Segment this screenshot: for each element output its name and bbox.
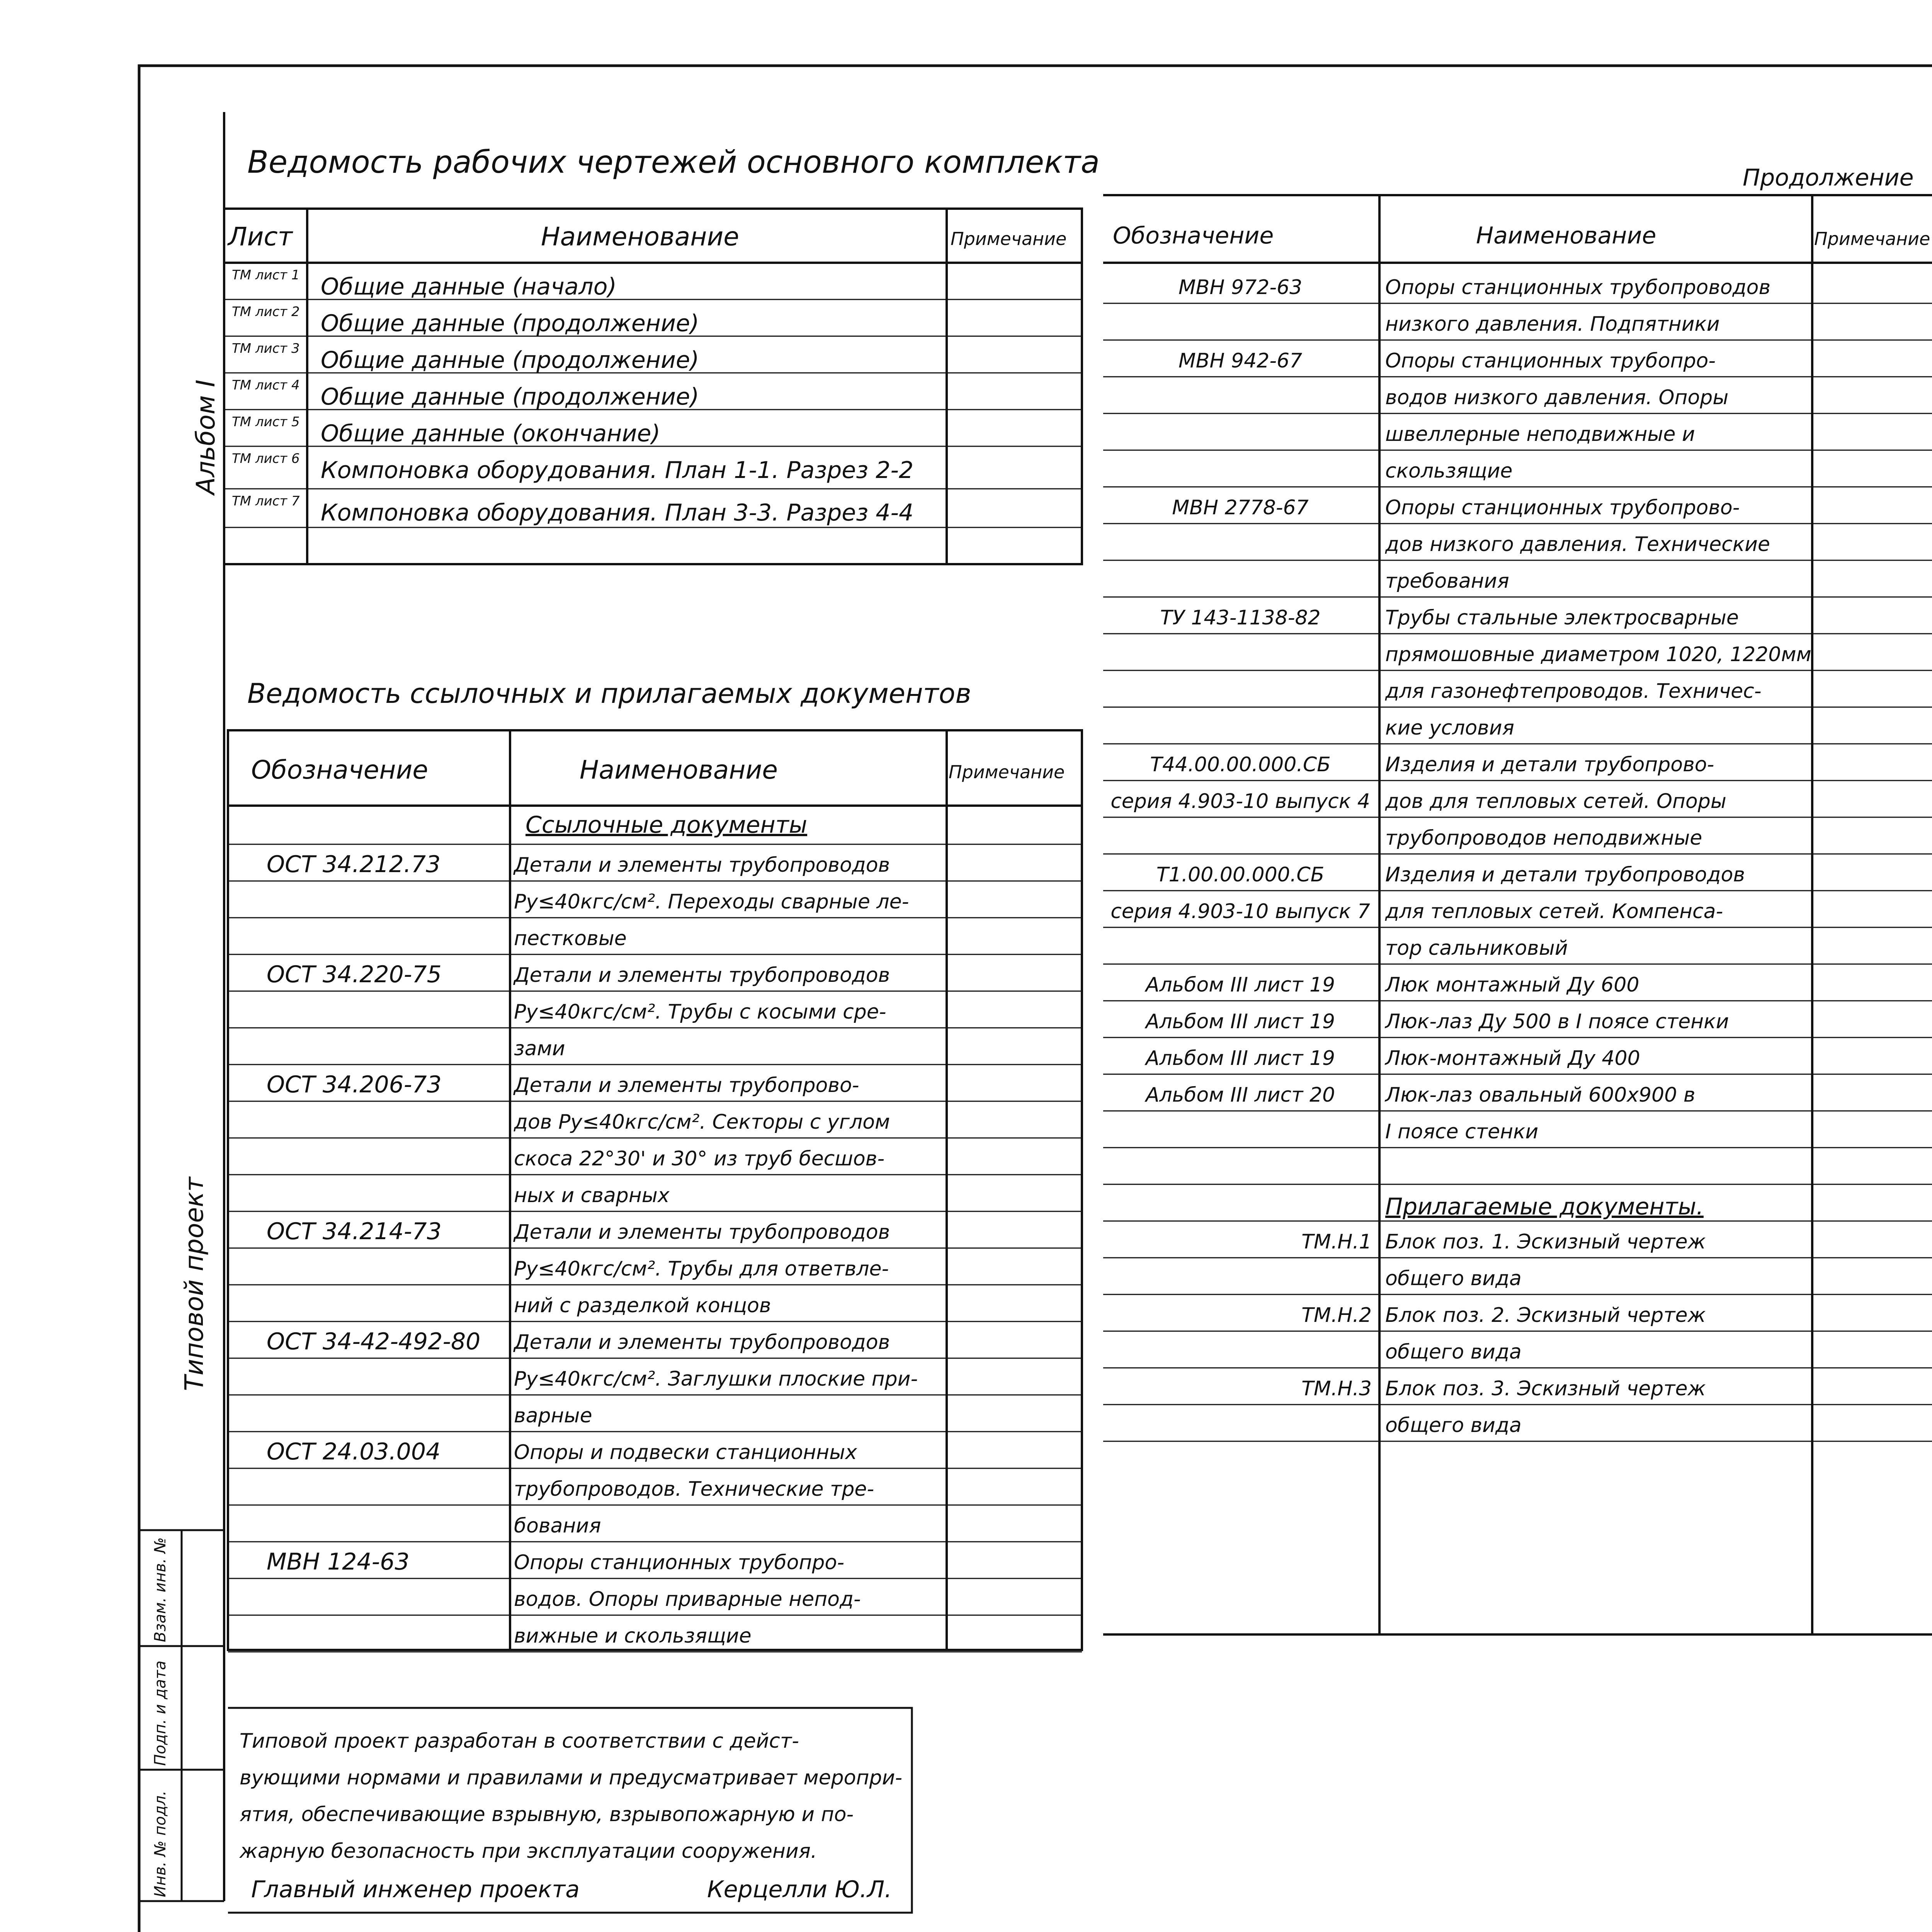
cont-name-line: трубопроводов неподвижные bbox=[1385, 827, 1702, 850]
ref-name-line: Детали и элементы трубопроводов bbox=[514, 854, 890, 877]
ref-code-cell: ОСТ 34.212.73 bbox=[267, 851, 441, 878]
cont-name-line: швеллерные неподвижные и bbox=[1385, 423, 1695, 446]
cont-code-cell: МВН 2778-67 bbox=[1172, 496, 1309, 519]
ref-code-cell: ОСТ 34-42-492-80 bbox=[267, 1328, 481, 1355]
cont-name-line: дов низкого давления. Технические bbox=[1385, 533, 1770, 556]
ref-code-cell: МВН 124-63 bbox=[267, 1548, 410, 1575]
continuation-label: Продолжение bbox=[1743, 164, 1914, 191]
ref-code-cell: ОСТ 34.220-75 bbox=[267, 961, 442, 988]
drawing-sheet-cell: ТМ лист 3 bbox=[232, 341, 300, 356]
drawing-sheet-cell: ТМ лист 7 bbox=[232, 493, 300, 509]
ref-name-line: зами bbox=[514, 1037, 565, 1060]
cont-name-line: требования bbox=[1385, 570, 1509, 593]
ref-name-line: вижные и скользящие bbox=[514, 1624, 752, 1648]
cont-name-line: низкого давления. Подпятники bbox=[1385, 313, 1720, 336]
cont-name-line: водов низкого давления. Опоры bbox=[1385, 386, 1729, 409]
drawing-sheet-cell: ТМ лист 1 bbox=[232, 267, 300, 283]
ref-name-line: Опоры и подвески станционных bbox=[514, 1441, 857, 1464]
album-label: Альбом I bbox=[191, 379, 221, 495]
cont-name-line: общего вида bbox=[1385, 1267, 1522, 1290]
cont-name-line: Люк-лаз овальный 600х900 в bbox=[1385, 1083, 1696, 1107]
cont-name-line: общего вида bbox=[1385, 1414, 1522, 1437]
ref-name-line: трубопроводов. Технические тре- bbox=[514, 1478, 874, 1501]
cont-header-note: Примечание bbox=[1814, 228, 1930, 249]
drawing-name-cell: Компоновка оборудования. План 3-3. Разрез 4-4 bbox=[321, 499, 914, 526]
ref-code-cell: ОСТ 24.03.004 bbox=[267, 1438, 441, 1465]
stamp-replace-label: Взам. инв. № bbox=[151, 1537, 169, 1642]
drawings-header-name: Наименование bbox=[541, 222, 739, 252]
drawings-list-title: Ведомость рабочих чертежей основного комплекта bbox=[247, 144, 1100, 180]
cont-code-cell: МВН 942-67 bbox=[1178, 349, 1303, 372]
cont-name-line: для тепловых сетей. Компенса- bbox=[1385, 900, 1723, 923]
ref-name-line: Детали и элементы трубопроводов bbox=[514, 1331, 890, 1354]
cont-name-line: Люк монтажный Ду 600 bbox=[1385, 973, 1639, 997]
cont-header-code: Обозначение bbox=[1113, 222, 1274, 249]
cont-code-cell: Альбом III лист 19 bbox=[1145, 1010, 1335, 1033]
cont-name-line: Люк-монтажный Ду 400 bbox=[1385, 1047, 1640, 1070]
cont-code-cell: Т44.00.00.000.СБ bbox=[1150, 753, 1331, 776]
ref-section-title: Ссылочные документы bbox=[526, 811, 808, 838]
chief-engineer-label: Главный инженер проекта bbox=[251, 1876, 580, 1903]
ref-header-note: Примечание bbox=[949, 762, 1065, 782]
cont-name-line: прямошовные диаметром 1020, 1220мм bbox=[1385, 643, 1811, 666]
cont-name-line: для газонефтепроводов. Техничес- bbox=[1385, 680, 1762, 703]
ref-name-line: ний с разделкой концов bbox=[514, 1294, 771, 1317]
cont-name-line: Блок поз. 3. Эскизный чертеж bbox=[1385, 1377, 1706, 1400]
ref-code-cell: ОСТ 34.214-73 bbox=[267, 1218, 442, 1245]
ref-name-line: Опоры станционных трубопро- bbox=[514, 1551, 844, 1574]
cont-code-cell: серия 4.903-10 выпуск 7 bbox=[1111, 900, 1370, 923]
cont-code-cell: МВН 972-63 bbox=[1178, 276, 1303, 299]
ref-name-line: Детали и элементы трубопрово- bbox=[514, 1074, 859, 1097]
drawing-sheet-cell: ТМ лист 5 bbox=[232, 414, 300, 430]
ref-header-code: Обозначение bbox=[251, 755, 428, 785]
cont-name-line: кие условия bbox=[1385, 716, 1514, 740]
ref-name-line: Ру≤40кгс/см². Трубы для ответвле- bbox=[514, 1257, 889, 1281]
ref-header-name: Наименование bbox=[580, 755, 778, 785]
cont-code-cell: ТУ 143-1138-82 bbox=[1160, 606, 1321, 629]
drawing-name-cell: Общие данные (продолжение) bbox=[321, 310, 699, 337]
design-note-line: жарную безопасность при эксплуатации сооружения. bbox=[240, 1840, 817, 1863]
cont-code-cell: Альбом III лист 19 bbox=[1145, 1047, 1335, 1070]
cont-name-line: I поясе стенки bbox=[1385, 1120, 1539, 1143]
ref-name-line: пестковые bbox=[514, 927, 627, 950]
cont-name-line: Трубы стальные электросварные bbox=[1385, 606, 1739, 629]
cont-name-line: Блок поз. 1. Эскизный чертеж bbox=[1385, 1230, 1706, 1253]
ref-code-cell: ОСТ 34.206-73 bbox=[267, 1071, 442, 1098]
cont-name-line: Блок поз. 2. Эскизный чертеж bbox=[1385, 1304, 1706, 1327]
ref-docs-title: Ведомость ссылочных и прилагаемых документов bbox=[247, 678, 971, 709]
ref-name-line: Ру≤40кгс/см². Переходы сварные ле- bbox=[514, 890, 909, 913]
design-note-line: вующими нормами и правилами и предусматривает меропри- bbox=[240, 1766, 903, 1789]
drawings-header-sheet: Лист bbox=[228, 222, 293, 252]
drawing-name-cell: Общие данные (начало) bbox=[321, 273, 617, 300]
ref-name-line: Ру≤40кгс/см². Заглушки плоские при- bbox=[514, 1367, 918, 1391]
ref-name-line: дов Ру≤40кгс/см². Секторы с углом bbox=[514, 1111, 890, 1134]
ref-name-line: Ру≤40кгс/см². Трубы с косыми сре- bbox=[514, 1000, 886, 1024]
ref-name-line: Детали и элементы трубопроводов bbox=[514, 964, 890, 987]
cont-code-cell: серия 4.903-10 выпуск 4 bbox=[1111, 790, 1370, 813]
ref-name-line: варные bbox=[514, 1404, 592, 1427]
ref-name-line: Детали и элементы трубопроводов bbox=[514, 1221, 890, 1244]
drawing-name-cell: Общие данные (продолжение) bbox=[321, 347, 699, 374]
ref-name-line: водов. Опоры приварные непод- bbox=[514, 1588, 861, 1611]
chief-engineer-name: Керцелли Ю.Л. bbox=[707, 1876, 892, 1903]
cont-name-line: Опоры станционных трубопро- bbox=[1385, 349, 1716, 372]
cont-name-line: Люк-лаз Ду 500 в I поясе стенки bbox=[1385, 1010, 1729, 1033]
drawing-sheet-cell: ТМ лист 2 bbox=[232, 304, 300, 320]
cont-code-cell: Т1.00.00.000.СБ bbox=[1156, 863, 1325, 886]
attached-section-title: Прилагаемые документы. bbox=[1385, 1193, 1704, 1220]
cont-code-cell: ТМ.Н.3 bbox=[1301, 1377, 1372, 1400]
design-note-line: Типовой проект разработан в соответствии с дейст- bbox=[240, 1730, 799, 1753]
ref-name-line: ных и сварных bbox=[514, 1184, 670, 1207]
stamp-inv-label: Инв. № подл. bbox=[151, 1791, 169, 1897]
cont-code-cell: Альбом III лист 19 bbox=[1145, 973, 1335, 997]
stamp-sign-label: Подп. и дата bbox=[151, 1660, 169, 1766]
type-project-label: Типовой проект bbox=[179, 1177, 209, 1391]
cont-name-line: тор сальниковый bbox=[1385, 937, 1568, 960]
drawing-sheet-cell: ТМ лист 4 bbox=[232, 378, 300, 393]
cont-code-cell: Альбом III лист 20 bbox=[1145, 1083, 1335, 1107]
drawing-name-cell: Общие данные (продолжение) bbox=[321, 383, 699, 410]
cont-name-line: Изделия и детали трубопрово- bbox=[1385, 753, 1714, 776]
drawings-header-note: Примечание bbox=[951, 228, 1067, 249]
cont-name-line: Изделия и детали трубопроводов bbox=[1385, 863, 1745, 886]
cont-name-line: дов для тепловых сетей. Опоры bbox=[1385, 790, 1726, 813]
drawing-name-cell: Компоновка оборудования. План 1-1. Разрез 2-2 bbox=[321, 457, 914, 484]
drawing-sheet-cell: ТМ лист 6 bbox=[232, 451, 300, 466]
cont-name-line: скользящие bbox=[1385, 459, 1513, 483]
cont-name-line: общего вида bbox=[1385, 1340, 1522, 1364]
drawing-name-cell: Общие данные (окончание) bbox=[321, 420, 660, 447]
cont-code-cell: ТМ.Н.2 bbox=[1301, 1304, 1372, 1327]
cont-name-line: Опоры станционных трубопроводов bbox=[1385, 276, 1771, 299]
ref-name-line: скоса 22°30' и 30° из труб бесшов- bbox=[514, 1147, 885, 1170]
ref-name-line: бования bbox=[514, 1514, 601, 1537]
cont-header-name: Наименование bbox=[1476, 222, 1656, 249]
cont-code-cell: ТМ.Н.1 bbox=[1301, 1230, 1372, 1253]
design-note-line: ятия, обеспечивающие взрывную, взрывопожарную и по- bbox=[240, 1803, 854, 1826]
cont-name-line: Опоры станционных трубопрово- bbox=[1385, 496, 1740, 519]
